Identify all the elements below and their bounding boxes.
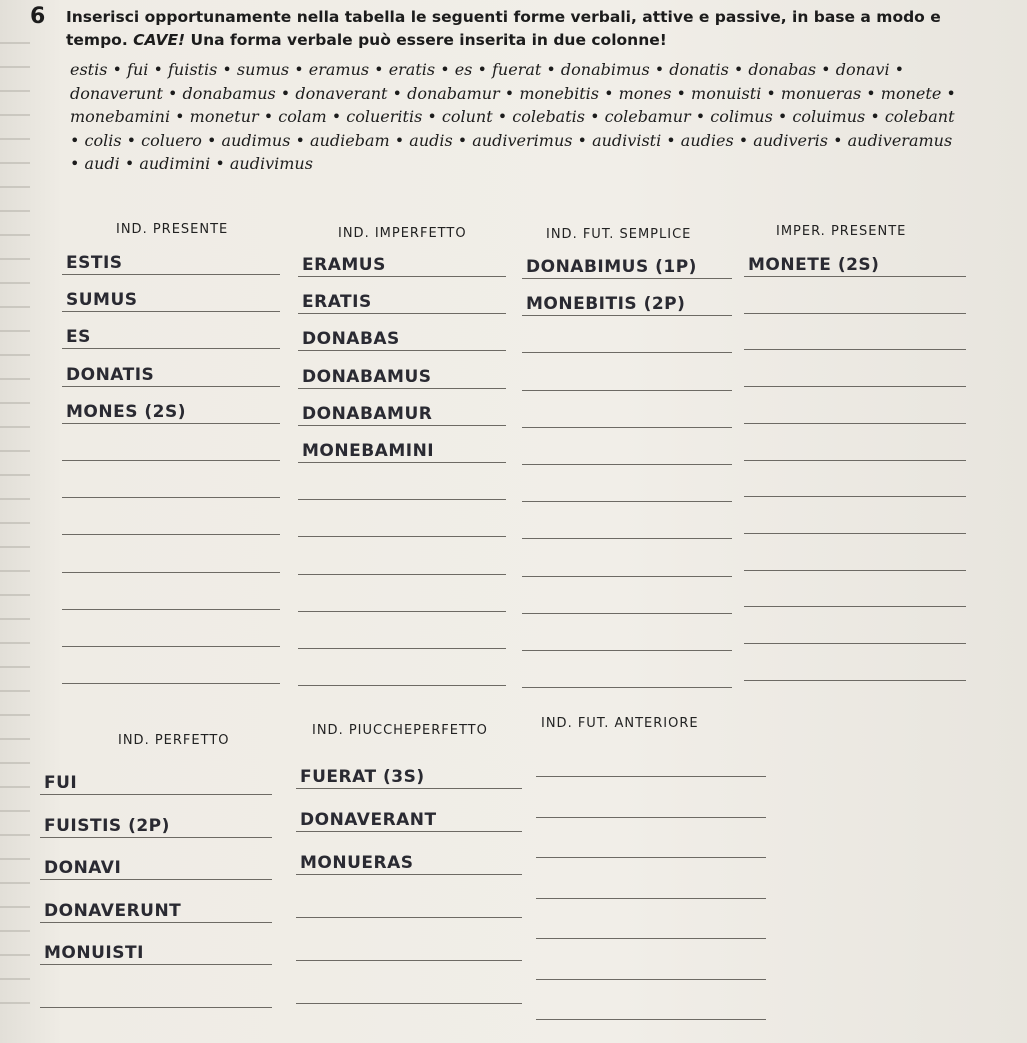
answer-line[interactable] <box>298 618 506 649</box>
answer-line[interactable] <box>62 244 280 275</box>
handwritten-answer: SUMUS <box>66 290 138 311</box>
header-ind-fut-semplice: IND. FUT. SEMPLICE <box>546 227 692 242</box>
answer-line[interactable] <box>298 469 506 500</box>
answer-line[interactable] <box>296 844 522 875</box>
answer-line[interactable] <box>296 758 522 789</box>
answer-line[interactable] <box>744 356 966 387</box>
handwritten-answer: DONAVERUNT <box>44 900 182 921</box>
answer-line[interactable] <box>536 746 766 777</box>
word-bank-line: • audi • audimini • audivimus <box>70 154 313 173</box>
answer-line[interactable] <box>40 849 272 880</box>
answer-line[interactable] <box>522 508 732 539</box>
page-margin-lines <box>0 20 30 1020</box>
answer-line[interactable] <box>40 764 272 795</box>
answer-line[interactable] <box>522 248 732 279</box>
answer-line[interactable] <box>62 467 280 498</box>
answer-line[interactable] <box>522 434 732 465</box>
exercise-instructions <box>66 6 996 52</box>
answer-line[interactable] <box>62 504 280 535</box>
answer-line[interactable] <box>62 616 280 647</box>
header-ind-piuccheperfetto: IND. PIUCCHEPERFETTO <box>312 723 488 738</box>
word-bank <box>70 58 970 176</box>
answer-line[interactable] <box>522 397 732 428</box>
answer-line[interactable] <box>744 430 966 461</box>
answer-line[interactable] <box>522 471 732 502</box>
answer-line[interactable] <box>296 930 522 961</box>
cave-warning: CAVE! <box>133 31 186 49</box>
answer-line[interactable] <box>522 322 732 353</box>
answer-line[interactable] <box>62 393 280 424</box>
answer-line[interactable] <box>62 653 280 684</box>
word-bank-line: monebamini • monetur • colam • colueritis • colunt • colebatis • colebamur • colimus • coluimus • colebant <box>70 107 955 126</box>
instruction-text-2: Una forma verbale può essere inserita in due colonne! <box>190 31 667 49</box>
answer-line[interactable] <box>62 318 280 349</box>
answer-line[interactable] <box>296 973 522 1004</box>
answer-line[interactable] <box>744 283 966 314</box>
answer-line[interactable] <box>522 583 732 614</box>
answer-line[interactable] <box>522 285 732 316</box>
handwritten-answer: MONEBITIS (2P) <box>526 294 686 315</box>
handwritten-answer: FUISTIS (2P) <box>44 815 170 836</box>
answer-line[interactable] <box>536 949 766 980</box>
answer-line[interactable] <box>744 319 966 350</box>
word-bank-line: estis • fui • fuistis • sumus • eramus • eratis • es • fuerat • donabimus • donatis • donabas • donavi • <box>70 60 905 79</box>
answer-line[interactable] <box>40 934 272 965</box>
answer-line[interactable] <box>296 887 522 918</box>
answer-line[interactable] <box>298 544 506 575</box>
answer-line[interactable] <box>522 620 732 651</box>
instruction-text-1: Inserisci opportunamente nella tabella le seguenti forme verbali, attive e passive, in base a modo e tempo. <box>66 8 941 49</box>
header-ind-perfetto: IND. PERFETTO <box>118 733 230 748</box>
answer-line[interactable] <box>298 395 506 426</box>
word-bank-line: • colis • coluero • audimus • audiebam • audis • audiverimus • audivisti • audies • audiveris • audiveramus <box>70 130 953 150</box>
answer-line[interactable] <box>40 807 272 838</box>
handwritten-answer: MONUISTI <box>44 943 144 963</box>
handwritten-answer: DONAVI <box>44 858 122 878</box>
answer-line[interactable] <box>40 977 272 1008</box>
answer-line[interactable] <box>298 581 506 612</box>
answer-line[interactable] <box>536 787 766 818</box>
handwritten-answer: DONATIS <box>66 364 155 385</box>
header-ind-imperfetto: IND. IMPERFETTO <box>338 226 467 241</box>
answer-line[interactable] <box>744 540 966 571</box>
answer-line[interactable] <box>744 393 966 424</box>
handwritten-answer: ES <box>66 327 91 348</box>
answer-line[interactable] <box>744 613 966 644</box>
answer-line[interactable] <box>744 503 966 534</box>
answer-line[interactable] <box>298 432 506 463</box>
answer-line[interactable] <box>62 281 280 312</box>
handwritten-answer: FUERAT (3S) <box>300 767 425 787</box>
handwritten-answer: MONES (2S) <box>66 401 186 422</box>
answer-line[interactable] <box>522 546 732 577</box>
answer-line[interactable] <box>62 542 280 573</box>
answer-line[interactable] <box>298 655 506 686</box>
answer-line[interactable] <box>62 579 280 610</box>
answer-line[interactable] <box>298 283 506 314</box>
handwritten-answer: MONEBAMINI <box>302 441 435 461</box>
exercise-number: 6 <box>30 4 46 29</box>
answer-line[interactable] <box>298 358 506 389</box>
handwritten-answer: DONABAMUR <box>302 403 433 424</box>
handwritten-answer: ERATIS <box>302 292 372 313</box>
answer-line[interactable] <box>62 430 280 461</box>
handwritten-answer: DONABIMUS (1P) <box>526 257 697 277</box>
handwritten-answer: DONAVERANT <box>300 810 437 830</box>
answer-line[interactable] <box>62 356 280 387</box>
header-imper-presente: IMPER. PRESENTE <box>776 224 907 239</box>
answer-line[interactable] <box>296 801 522 832</box>
handwritten-answer: MONUERAS <box>300 853 414 873</box>
answer-line[interactable] <box>744 576 966 607</box>
handwritten-answer: DONABAMUS <box>302 366 432 387</box>
answer-line[interactable] <box>744 246 966 277</box>
answer-line[interactable] <box>298 246 506 277</box>
answer-line[interactable] <box>536 908 766 939</box>
handwritten-answer: MONETE (2S) <box>748 255 880 275</box>
handwritten-answer: ESTIS <box>66 253 123 273</box>
header-ind-fut-anteriore: IND. FUT. ANTERIORE <box>541 716 699 731</box>
answer-line[interactable] <box>298 506 506 537</box>
answer-line[interactable] <box>536 868 766 899</box>
handwritten-answer: DONABAS <box>302 329 400 350</box>
answer-line[interactable] <box>744 466 966 497</box>
word-bank-line: donaverunt • donabamus • donaverant • donabamur • monebitis • mones • monuisti • monueras • monete • <box>70 83 956 103</box>
answer-line[interactable] <box>522 360 732 391</box>
answer-line[interactable] <box>522 657 732 688</box>
handwritten-answer: FUI <box>44 773 78 793</box>
answer-line[interactable] <box>40 892 272 923</box>
answer-line[interactable] <box>744 650 966 681</box>
answer-line[interactable] <box>536 989 766 1020</box>
answer-line[interactable] <box>536 827 766 858</box>
header-ind-presente: IND. PRESENTE <box>116 222 229 237</box>
answer-line[interactable] <box>298 320 506 351</box>
handwritten-answer: ERAMUS <box>302 255 386 275</box>
